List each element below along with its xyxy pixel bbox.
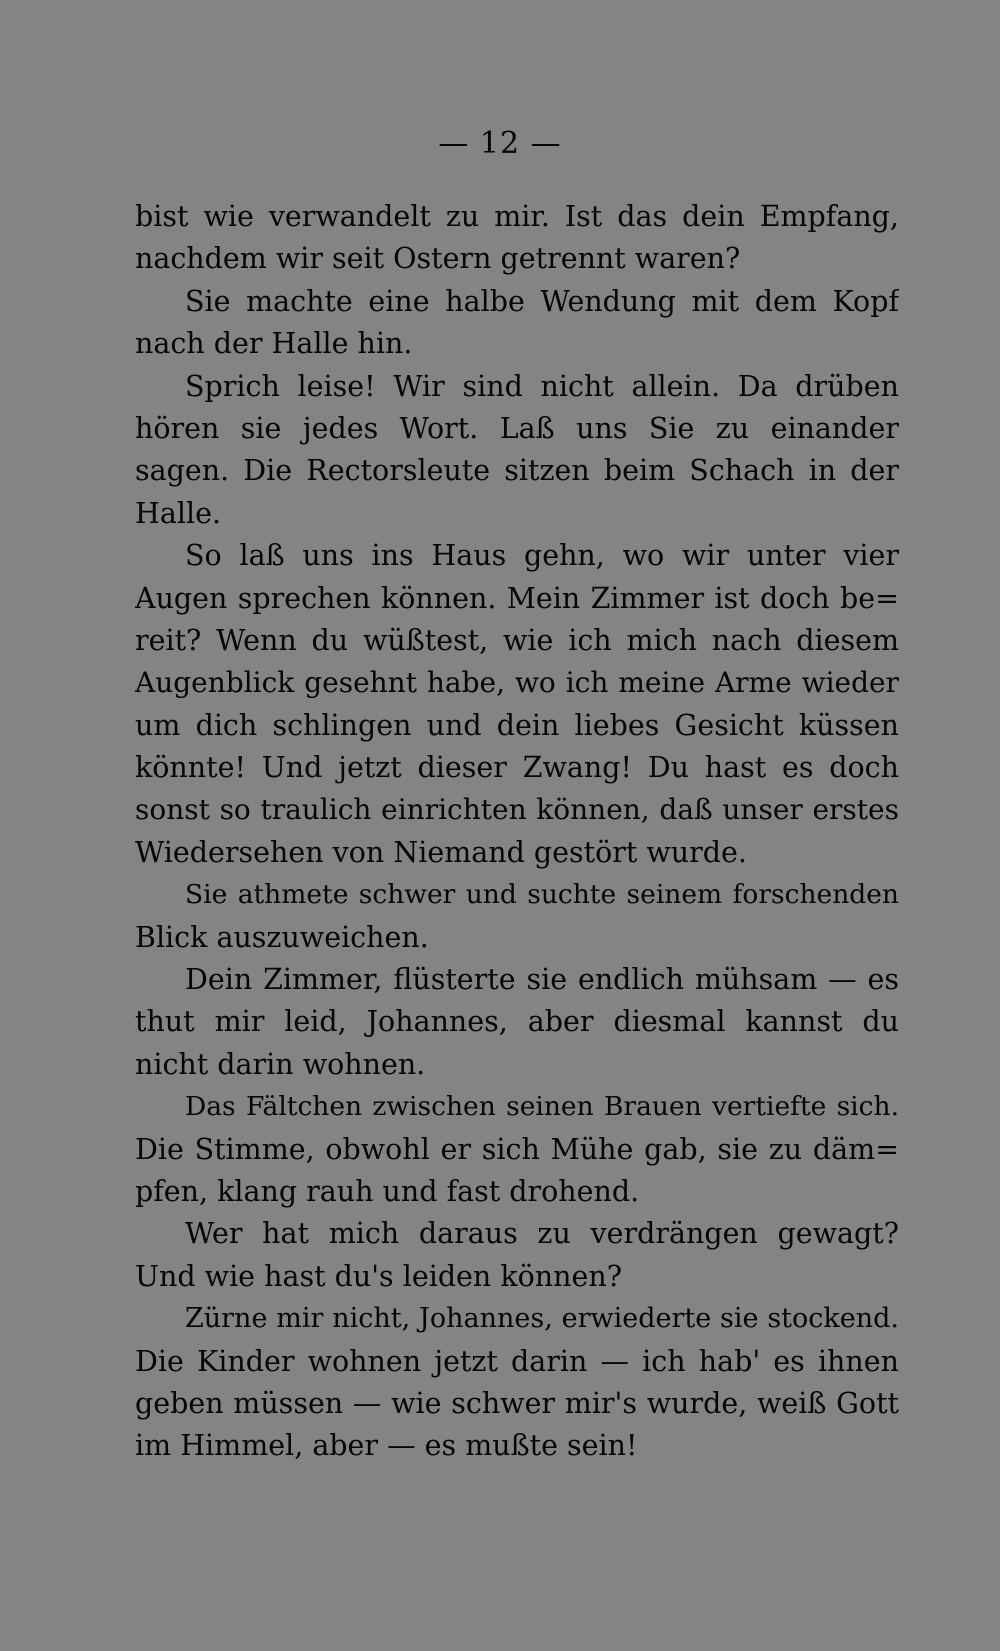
text-line: nachdem wir seit Ostern getrennt waren? [135,242,741,276]
text-line: Sprich leise! Wir sind nicht allein. Da drüben [185,369,899,403]
text-line: hören sie jedes Wort. Laß uns Sie zu einander [135,411,899,445]
text-line: bist wie verwandelt zu mir. Ist das dein Empfang, [135,200,899,233]
text-line: sagen. Die Rectorsleute sitzen beim Schach in der [135,454,899,488]
text-line: könnte! Und jetzt dieser Zwang! Du hast es doch [135,751,899,785]
text-line: Augen sprechen können. Mein Zimmer ist doch be= [135,581,899,615]
body-text [135,196,899,1468]
text-line: Zürne mir nicht, Johannes, erwiederte sie stockend. [185,1303,899,1335]
text-line: nach der Halle hin. [135,327,413,361]
text-line: thut mir leid, Johannes, aber diesmal kannst du [135,1005,899,1039]
text-line: pfen, klang rauh und fast drohend. [135,1174,640,1208]
text-line: Das Fältchen zwischen seinen Brauen vertiefte sich. [185,1091,899,1123]
text-line: Und wie hast du's leiden können? [135,1259,622,1293]
text-line: Sie athmete schwer und suchte seinem forschenden [185,879,899,911]
text-line: Sie machte eine halbe Wendung mit dem Kopf [185,284,899,318]
text-line: um dich schlingen und dein liebes Gesicht küssen [135,708,899,742]
text-line: sonst so traulich einrichten können, daß unser erstes [135,793,899,827]
page-number: — 12 — [438,126,562,161]
text-line: Wer hat mich daraus zu verdrängen gewagt? [185,1217,899,1251]
text-line: Blick auszuweichen. [135,920,429,954]
text-line: So laß uns ins Haus gehn, wo wir unter vier [185,539,899,573]
text-line: geben müssen — wie schwer mir's wurde, weiß Gott [135,1386,899,1420]
text-line: reit? Wenn du wüßtest, wie ich mich nach diesem [135,623,899,657]
text-line: Die Stimme, obwohl er sich Mühe gab, sie zu däm= [135,1132,899,1166]
text-line: nicht darin wohnen. [135,1047,426,1081]
text-line: im Himmel, aber — es mußte sein! [135,1429,638,1463]
text-line: Die Kinder wohnen jetzt darin — ich hab' es ihnen [135,1344,899,1378]
text-line: Halle. [135,496,222,530]
text-line: Dein Zimmer, flüsterte sie endlich mühsam — es [185,963,899,997]
text-line: Wiedersehen von Niemand gestört wurde. [135,835,747,869]
text-line: Augenblick gesehnt habe, wo ich meine Arme wieder [135,666,899,700]
